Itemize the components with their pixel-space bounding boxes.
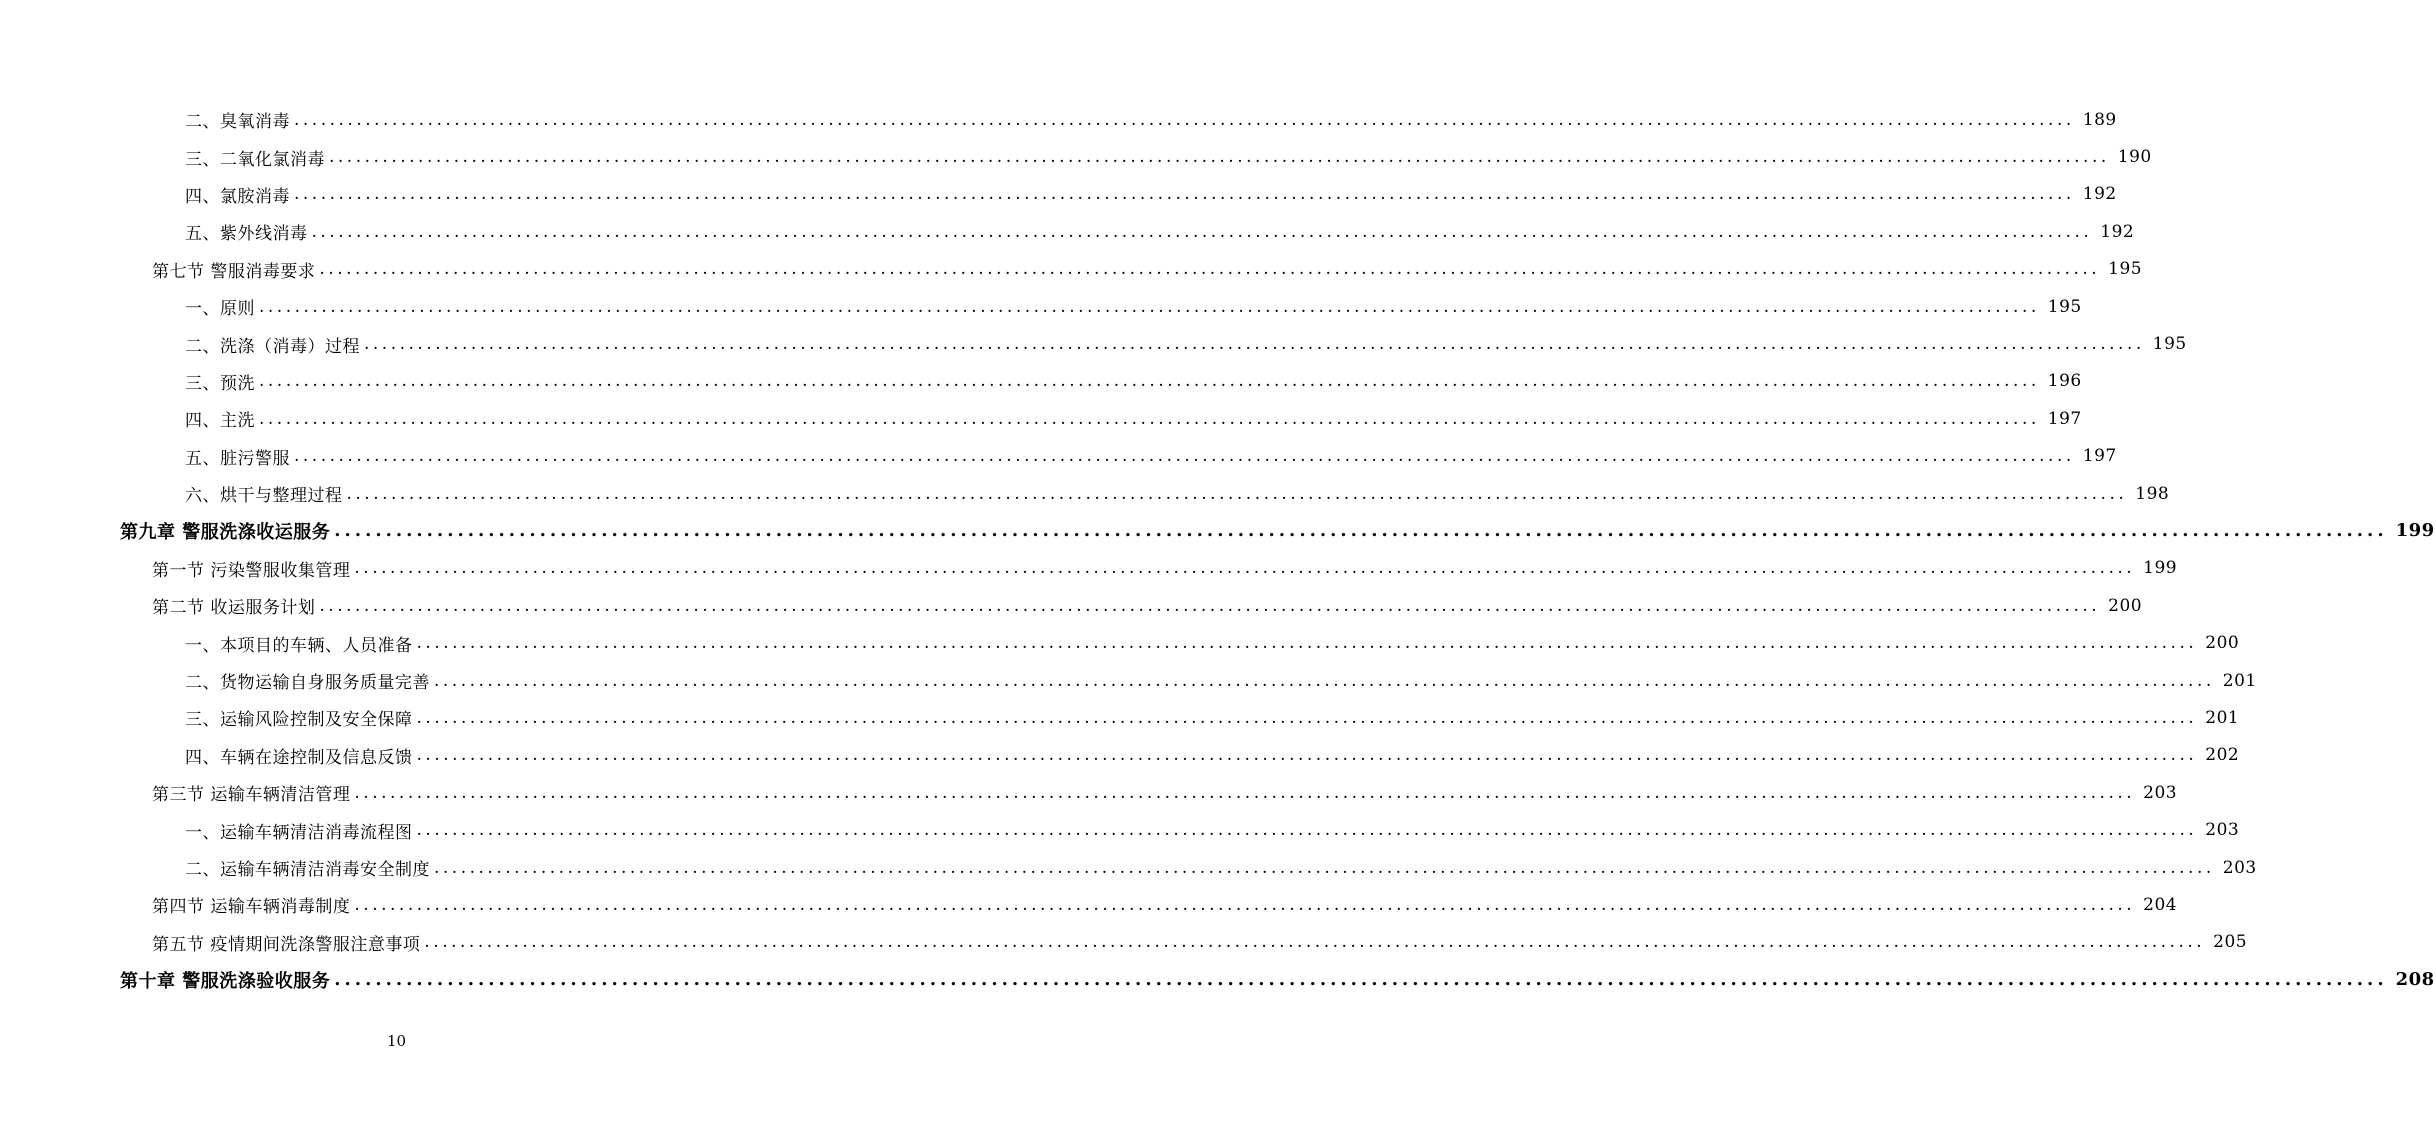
toc-page-number: 202	[2205, 745, 2240, 766]
toc-dot-leader: ........................................................................................................................................................................................................	[294, 184, 2075, 205]
toc-page-number: 192	[2082, 184, 2117, 205]
toc-dot-leader: ........................................................................................................................................................................................................	[354, 782, 2136, 803]
toc-section-row[interactable]	[0, 924, 2248, 961]
toc-page-number: 189	[2082, 109, 2117, 130]
toc-entry-title: 四、主洗	[185, 411, 255, 432]
toc-entry-title: 三、二氧化氯消毒	[185, 149, 325, 170]
toc-page-number: 200	[2205, 633, 2240, 654]
toc-dot-leader: ........................................................................................................................................................................................................	[329, 147, 2110, 168]
toc-page-number: 197	[2047, 408, 2082, 429]
toc-entry-title: 四、车辆在途控制及信息反馈	[185, 747, 413, 768]
toc-entry-title: 六、烘干与整理过程	[185, 486, 343, 507]
toc-subsection-row[interactable]	[0, 438, 2117, 475]
toc-dot-leader: ........................................................................................................................................................................................................	[416, 745, 2198, 766]
toc-entry-title: 第二节 收运服务计划	[152, 598, 316, 619]
toc-subsection-row[interactable]	[0, 737, 2240, 774]
toc-entry-title: 第三节 运输车辆清洁管理	[152, 785, 351, 806]
toc-dot-leader: ........................................................................................................................................................................................................	[294, 446, 2075, 467]
toc-entry-title: 二、臭氧消毒	[185, 112, 290, 133]
toc-subsection-row[interactable]	[0, 849, 2257, 886]
toc-subsection-row[interactable]	[0, 811, 2240, 848]
toc-entry-title: 四、氯胺消毒	[185, 186, 290, 207]
toc-subsection-row[interactable]	[0, 138, 2152, 175]
toc-page-number: 204	[2143, 894, 2178, 915]
toc-entry-title: 三、预洗	[185, 373, 255, 394]
toc-dot-leader: ........................................................................................................................................................................................................	[259, 371, 2040, 392]
toc-dot-leader: ........................................................................................................................................................................................................	[334, 520, 2388, 542]
toc-dot-leader: ........................................................................................................................................................................................................	[416, 707, 2198, 728]
toc-subsection-row[interactable]	[0, 624, 2240, 661]
toc-dot-leader: ........................................................................................................................................................................................................	[311, 221, 2093, 242]
toc-entry-title: 一、原则	[185, 299, 255, 320]
toc-subsection-row[interactable]	[0, 101, 2117, 138]
toc-entry-title: 二、运输车辆清洁消毒安全制度	[185, 860, 430, 880]
toc-entry-title: 一、本项目的车辆、人员准备	[185, 635, 413, 656]
toc-section-row[interactable]	[0, 774, 2178, 811]
toc-subsection-row[interactable]	[0, 325, 2187, 362]
toc-subsection-row[interactable]	[0, 475, 2170, 512]
toc-entry-title: 第四节 运输车辆消毒制度	[152, 897, 351, 918]
toc-page-number: 201	[2205, 707, 2240, 728]
toc-dot-leader: ........................................................................................................................................................................................................	[416, 633, 2198, 654]
toc-page-number: 198	[2135, 483, 2170, 504]
toc-entry-title: 第十章 警服洗涤验收服务	[120, 970, 331, 992]
toc-dot-leader: ........................................................................................................................................................................................................	[319, 595, 2101, 616]
toc-dot-leader: ........................................................................................................................................................................................................	[354, 894, 2136, 915]
toc-dot-leader: ........................................................................................................................................................................................................	[259, 408, 2040, 429]
toc-section-row[interactable]	[0, 886, 2178, 923]
table-of-contents	[0, 101, 2435, 998]
toc-page-number: 205	[2213, 932, 2248, 953]
toc-chapter-row[interactable]	[0, 512, 2435, 549]
toc-entry-title: 二、洗涤（消毒）过程	[185, 336, 360, 357]
toc-entry-title: 二、货物运输自身服务质量完善	[185, 673, 430, 694]
toc-page-number: 195	[2047, 296, 2082, 317]
toc-entry-title: 第七节 警服消毒要求	[152, 261, 316, 282]
toc-entry-title: 五、脏污警服	[185, 448, 290, 469]
toc-page-number: 195	[2108, 259, 2143, 280]
toc-entry-title: 三、运输风险控制及安全保障	[185, 710, 413, 731]
toc-subsection-row[interactable]	[0, 176, 2117, 213]
toc-subsection-row[interactable]	[0, 699, 2240, 736]
toc-subsection-row[interactable]	[0, 400, 2082, 437]
toc-dot-leader: ........................................................................................................................................................................................................	[294, 109, 2075, 130]
toc-page-number: 208	[2395, 969, 2435, 991]
toc-subsection-row[interactable]	[0, 213, 2135, 250]
toc-dot-leader: ........................................................................................................................................................................................................	[416, 820, 2198, 841]
toc-page-number: 203	[2143, 782, 2178, 803]
toc-page-number: 203	[2222, 857, 2257, 878]
page-number: 10	[386, 1032, 407, 1050]
toc-subsection-row[interactable]	[0, 363, 2082, 400]
toc-page-number: 197	[2082, 446, 2117, 467]
toc-page-number: 200	[2108, 595, 2143, 616]
toc-section-row[interactable]	[0, 251, 2143, 288]
toc-page-number: 199	[2143, 558, 2178, 579]
toc-page-number: 195	[2152, 334, 2187, 355]
toc-dot-leader: ........................................................................................................................................................................................................	[334, 969, 2388, 991]
toc-page-number: 192	[2100, 221, 2135, 242]
toc-dot-leader: ........................................................................................................................................................................................................	[434, 857, 2215, 878]
toc-dot-leader: ........................................................................................................................................................................................................	[259, 296, 2040, 317]
toc-dot-leader: ........................................................................................................................................................................................................	[364, 334, 2145, 355]
toc-entry-title: 第一节 污染警服收集管理	[152, 560, 351, 581]
toc-entry-title: 五、紫外线消毒	[185, 224, 308, 245]
toc-section-row[interactable]	[0, 587, 2143, 624]
toc-dot-leader: ........................................................................................................................................................................................................	[346, 483, 2128, 504]
toc-page-number: 190	[2117, 147, 2152, 168]
toc-dot-leader: ........................................................................................................................................................................................................	[434, 670, 2215, 691]
toc-entry-title: 一、运输车辆清洁消毒流程图	[185, 822, 413, 843]
toc-page-number: 203	[2205, 820, 2240, 841]
toc-page-number: 196	[2047, 371, 2082, 392]
toc-dot-leader: ........................................................................................................................................................................................................	[319, 259, 2101, 280]
toc-dot-leader: ........................................................................................................................................................................................................	[354, 558, 2136, 579]
toc-subsection-row[interactable]	[0, 288, 2082, 325]
toc-entry-title: 第九章 警服洗涤收运服务	[120, 521, 331, 543]
toc-subsection-row[interactable]	[0, 662, 2257, 699]
toc-section-row[interactable]	[0, 550, 2178, 587]
toc-chapter-row[interactable]	[0, 961, 2435, 998]
toc-dot-leader: ........................................................................................................................................................................................................	[424, 932, 2206, 953]
toc-page-number: 199	[2395, 520, 2435, 542]
toc-page-number: 201	[2222, 670, 2257, 691]
toc-entry-title: 第五节 疫情期间洗涤警服注意事项	[152, 934, 421, 955]
